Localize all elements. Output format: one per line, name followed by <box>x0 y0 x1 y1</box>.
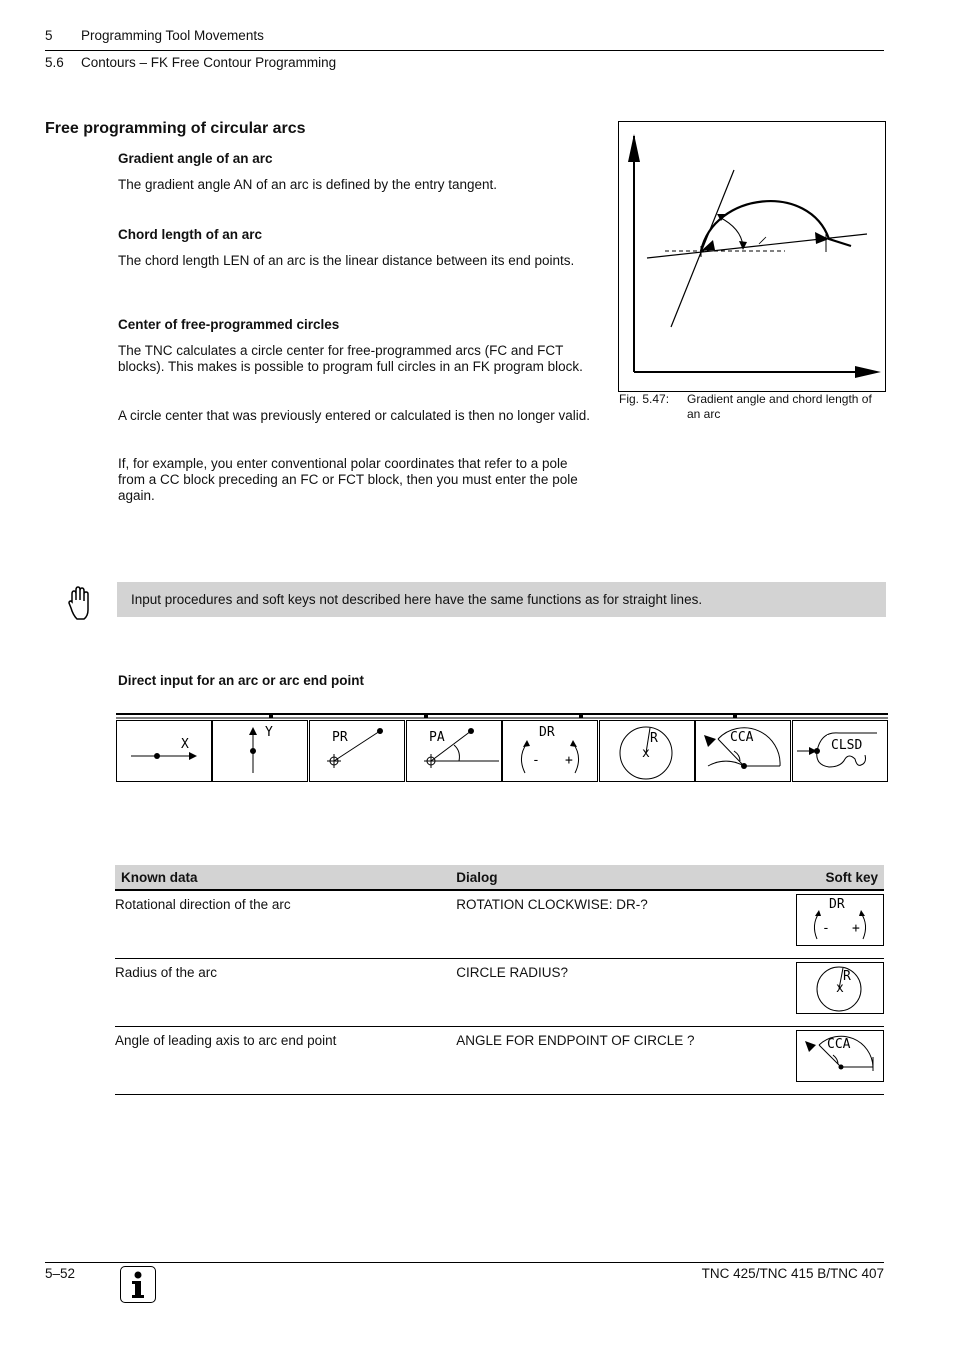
svg-text:-: - <box>532 753 540 768</box>
softkey-pa-label: PA <box>429 730 445 745</box>
figure-gradient-chord <box>618 121 886 392</box>
model-list: TNC 425/TNC 415 B/TNC 407 <box>701 1266 884 1281</box>
cell-known: Angle of leading axis to arc end point <box>115 1027 450 1095</box>
table-row <box>115 1027 884 1095</box>
softkey-cca-small[interactable] <box>796 1030 884 1082</box>
paragraph-center-2: A circle center that was previously entered or calculated is then no longer valid. <box>118 408 591 423</box>
section-title: Contours – FK Free Contour Programming <box>81 55 337 70</box>
figure-number: Fig. 5.47: <box>619 392 670 406</box>
section-heading-center: Center of free-programmed circles <box>118 317 340 332</box>
paragraph-gradient: The gradient angle AN of an arc is defined by the entry tangent. <box>118 177 497 192</box>
cell-dialog: ANGLE FOR ENDPOINT OF CIRCLE ? <box>450 1027 796 1095</box>
paragraph-center-3: If, for example, you enter conventional polar coordinates that refer to a pole from a CC block preceding an FC or FCT block, then you must enter the pole again. <box>118 456 578 503</box>
cell-known: Rotational direction of the arc <box>115 890 450 959</box>
softkey-clsd-label: CLSD <box>831 738 863 753</box>
softkey-pr[interactable] <box>309 720 405 782</box>
softkey-dr[interactable] <box>502 720 598 782</box>
svg-text:+: + <box>565 753 573 768</box>
softkey-x-label: X <box>181 737 189 752</box>
col-header-softkey: Soft key <box>796 865 884 890</box>
svg-text:x: x <box>836 981 844 996</box>
section-header <box>0 55 954 75</box>
cell-known: Radius of the arc <box>115 959 450 1027</box>
section-heading-chord: Chord length of an arc <box>118 227 263 242</box>
col-header-known: Known data <box>115 865 450 890</box>
figure-caption: Gradient angle and chord length of an arc <box>687 392 872 421</box>
hand-pointing-icon <box>66 586 96 622</box>
softkey-pr-label: PR <box>332 730 348 745</box>
svg-text:x: x <box>642 746 650 761</box>
direct-input-heading: Direct input for an arc or arc end point <box>118 673 365 688</box>
softkey-r-small[interactable] <box>796 962 884 1014</box>
known-data-table <box>115 865 884 1095</box>
table-header-row <box>115 865 884 890</box>
chapter-title: Programming Tool Movements <box>81 28 264 43</box>
softkey-y-label: Y <box>265 725 273 740</box>
softkey-dr-label: DR <box>539 725 555 740</box>
softkey-cca[interactable] <box>695 720 791 782</box>
paragraph-chord: The chord length LEN of an arc is the linear distance between its end points. <box>118 253 575 268</box>
info-icon <box>120 1266 156 1303</box>
figure-diagram <box>619 122 885 391</box>
page-title: Free programming of circular arcs <box>45 120 306 137</box>
softkey-dr-small[interactable] <box>796 894 884 946</box>
paragraph-center-1: The TNC calculates a circle center for free-programmed arcs (FC and FCT blocks). This makes is possible to program full circles in an FK program block. <box>118 343 583 374</box>
softkey-bar <box>116 712 888 782</box>
section-number: 5.6 <box>45 55 64 70</box>
chapter-number: 5 <box>45 28 53 43</box>
note-text: Input procedures and soft keys not described here have the same functions as for straight lines. <box>131 592 703 607</box>
table-row <box>115 890 884 959</box>
softkey-y[interactable] <box>212 720 308 782</box>
softkey-clsd[interactable] <box>792 720 888 782</box>
cell-dialog: CIRCLE RADIUS? <box>450 959 796 1027</box>
softkey-cca-label: CCA <box>730 730 754 745</box>
softkey-cca-small-label: CCA <box>827 1037 851 1052</box>
softkey-pa[interactable] <box>406 720 502 782</box>
section-heading-gradient: Gradient angle of an arc <box>118 151 273 166</box>
softkey-x[interactable] <box>116 720 212 782</box>
softkey-r-label: R <box>650 731 658 746</box>
page-number: 5–52 <box>45 1266 76 1281</box>
softkey-r-small-label: R <box>843 969 851 984</box>
table-row <box>115 959 884 1027</box>
svg-text:-: - <box>822 921 830 936</box>
col-header-dialog: Dialog <box>450 865 796 890</box>
softkey-r[interactable] <box>599 720 695 782</box>
note-box <box>117 582 886 617</box>
softkey-dr-small-label: DR <box>829 897 845 912</box>
svg-text:+: + <box>852 921 860 936</box>
footer-rule <box>45 1262 884 1263</box>
header-rule <box>45 50 884 51</box>
cell-dialog: ROTATION CLOCKWISE: DR-? <box>450 890 796 959</box>
